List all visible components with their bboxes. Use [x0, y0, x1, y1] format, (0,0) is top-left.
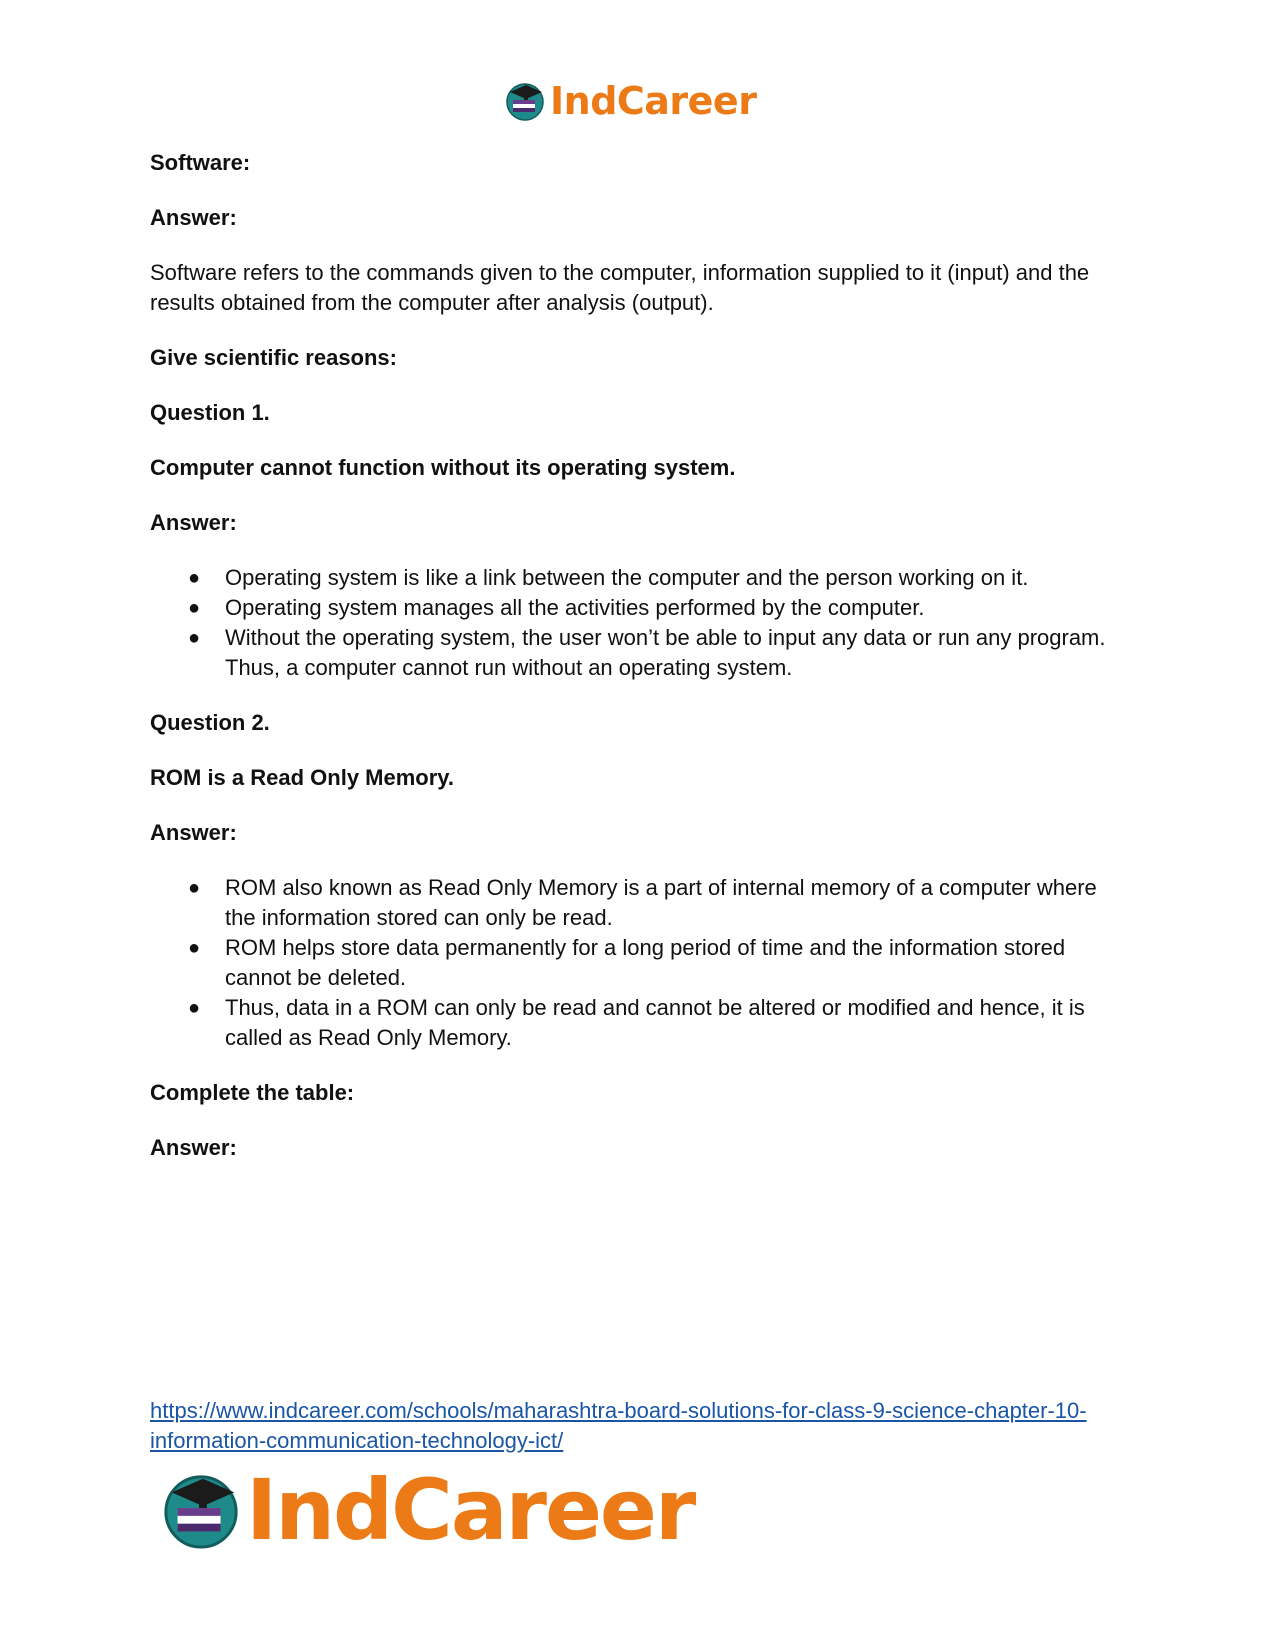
brand-wordmark: IndCareer — [550, 79, 757, 123]
list-item-text: Operating system is like a link between the computer and the person working on it. — [225, 565, 1029, 590]
list-item-text: Without the operating system, the user won’t be able to input any data or run any program. Thus, a computer cannot run without an operating system. — [225, 625, 1106, 680]
question-1-answer-list — [150, 563, 1130, 683]
list-item — [150, 593, 1130, 623]
brand-wordmark: IndCareer — [246, 1461, 695, 1559]
list-item-text: ROM helps store data permanently for a long period of time and the information stored cannot be deleted. — [225, 935, 1066, 990]
question-1-answer-label: Answer: — [150, 510, 237, 535]
question-1-label: Question 1. — [150, 400, 270, 425]
list-item-text: Thus, data in a ROM can only be read and cannot be altered or modified and hence, it is called as Read Only Memory. — [225, 995, 1085, 1050]
bullet-icon: ● — [188, 597, 201, 619]
bullet-icon: ● — [188, 937, 201, 959]
graduation-cap-book-globe-icon — [504, 80, 546, 122]
list-item — [150, 563, 1130, 593]
list-item-text: ROM also known as Read Only Memory is a part of internal memory of a computer where the information stored can only be read. — [225, 875, 1097, 930]
bullet-icon: ● — [188, 567, 201, 589]
table-answer-label: Answer: — [150, 1135, 237, 1160]
question-2-label: Question 2. — [150, 710, 270, 735]
question-2-statement: ROM is a Read Only Memory. — [150, 765, 455, 790]
bullet-icon: ● — [188, 627, 201, 649]
list-item — [150, 623, 1130, 683]
bullet-icon: ● — [188, 997, 201, 1019]
footer-link-block — [150, 1396, 1160, 1456]
reasons-heading: Give scientific reasons: — [150, 345, 397, 370]
main-content — [150, 148, 1130, 1163]
footer-logo — [160, 1461, 695, 1559]
list-item — [150, 933, 1130, 993]
question-1-statement: Computer cannot function without its operating system. — [150, 455, 736, 480]
list-item — [150, 873, 1130, 933]
graduation-cap-book-globe-icon — [160, 1469, 242, 1551]
list-item — [150, 993, 1130, 1053]
question-2-answer-list — [150, 873, 1130, 1053]
source-url-link[interactable]: https://www.indcareer.com/schools/maharashtra-board-solutions-for-class-9-science-chapter-10-information-communication-technology-ict/ — [150, 1398, 1087, 1453]
software-answer-text: Software refers to the commands given to the computer, information supplied to it (input) and the results obtained from the computer after analysis (output). — [150, 260, 1090, 315]
list-item-text: Operating system manages all the activities performed by the computer. — [225, 595, 925, 620]
bullet-icon: ● — [188, 877, 201, 899]
header-logo — [504, 80, 756, 122]
question-2-answer-label: Answer: — [150, 820, 237, 845]
software-heading: Software: — [150, 150, 251, 175]
table-heading: Complete the table: — [150, 1080, 355, 1105]
software-answer-label: Answer: — [150, 205, 237, 230]
